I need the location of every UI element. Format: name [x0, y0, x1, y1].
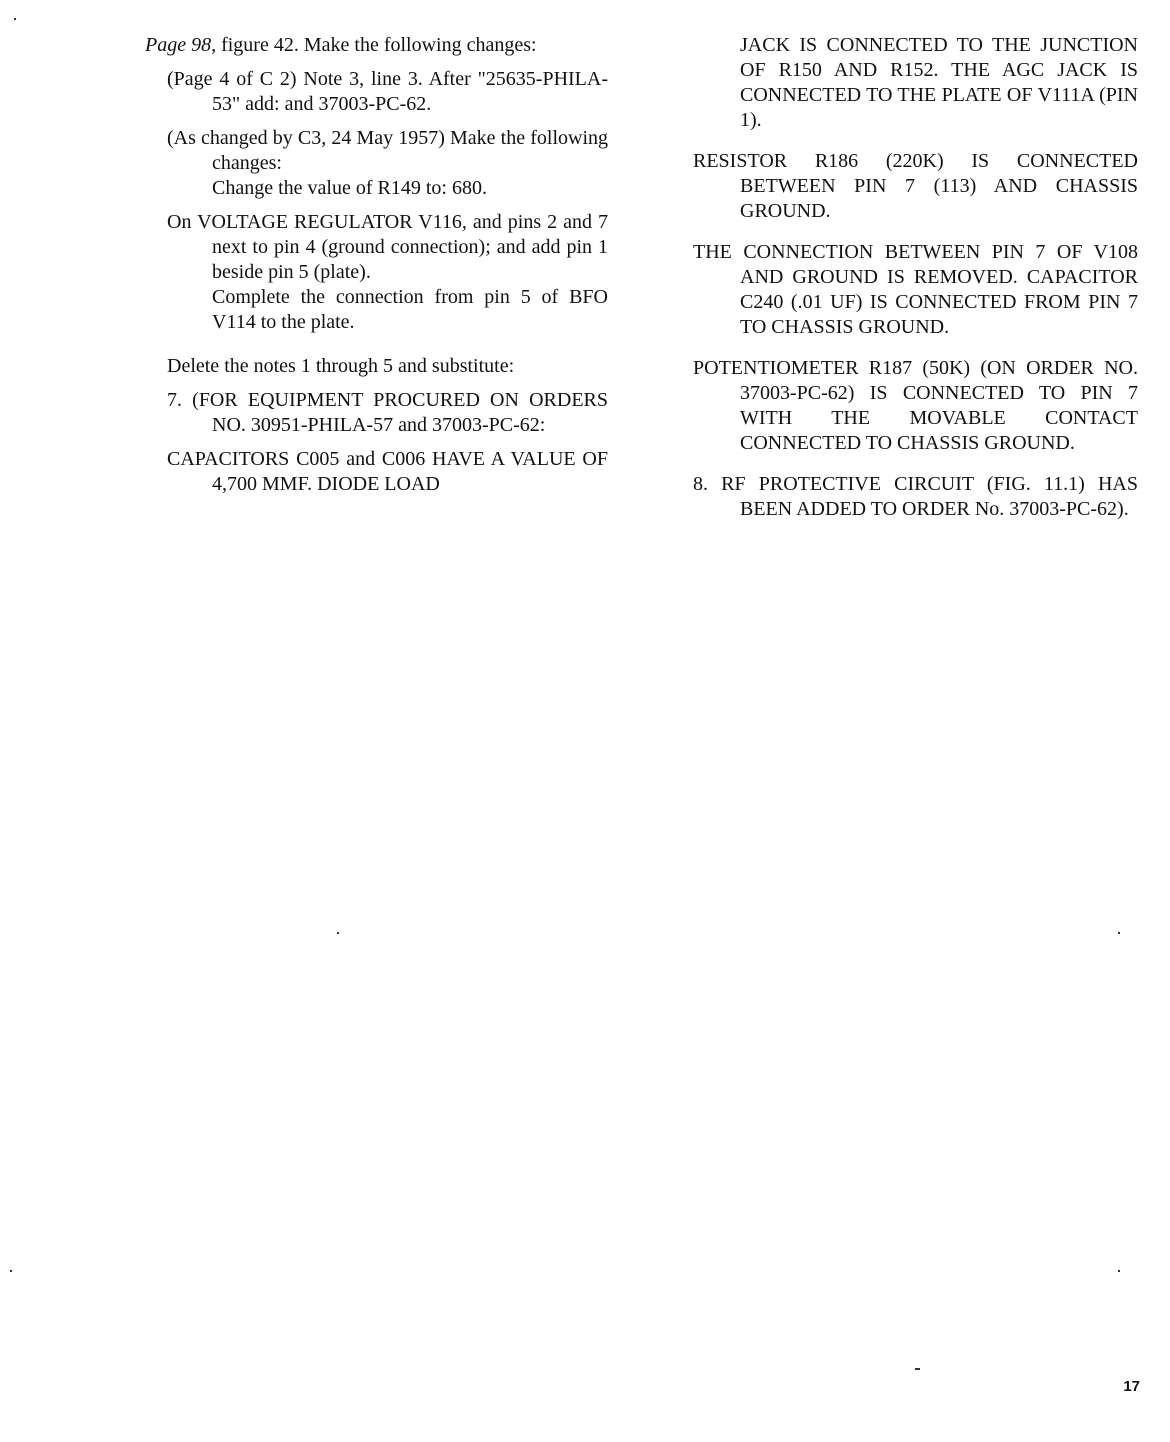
scan-speck [1118, 932, 1120, 934]
delete-notes: Delete the notes 1 through 5 and substitute: [167, 355, 515, 377]
resistor-note: RESISTOR R186 (220K) IS CONNECTED BETWEEN PIN 7 (113) AND CHASSIS GROUND. [693, 150, 1138, 222]
potentiometer-note: POTENTIOMETER R187 (50K) (ON ORDER NO. 37003-PC-62) IS CONNECTED TO PIN 7 WITH THE MOVABLE CONTACT CONNECTED TO CHASSIS GROUND. [693, 357, 1138, 454]
item-8: 8. RF PROTECTIVE CIRCUIT (FIG. 11.1) HAS BEEN ADDED TO ORDER No. 37003-PC-62). [693, 473, 1138, 520]
spacer [145, 344, 608, 354]
note-c3: (As changed by C3, 24 May 1957) Make the following changes: [167, 127, 608, 174]
voltage-regulator-note: On VOLTAGE REGULATOR V116, and pins 2 and 7 next to pin 4 (ground connection); and add pin 1 beside pin 5 (plate). [167, 211, 608, 283]
page-reference: Page 98 [145, 34, 212, 56]
connection-note: THE CONNECTION BETWEEN PIN 7 OF V108 AND GROUND IS REMOVED. CAPACITOR C240 (.01 UF) IS CONNECTED FROM PIN 7 TO CHASSIS GROUND. [693, 241, 1138, 338]
voltage-regulator-continuation: Complete the connection from pin 5 of BFO V114 to the plate. [212, 286, 608, 333]
item-7: 7. (FOR EQUIPMENT PROCURED ON ORDERS NO. 30951-PHILA-57 and 37003-PC-62: [167, 389, 608, 436]
note-c3-change: Change the value of R149 to: 680. [212, 177, 487, 199]
capacitors-note: CAPACITORS C005 and C006 HAVE A VALUE OF 4,700 MMF. DIODE LOAD [167, 448, 608, 495]
scan-speck [1118, 1270, 1120, 1272]
intro-text: , figure 42. Make the following changes: [211, 34, 537, 56]
right-column [693, 33, 1138, 531]
note-page4: (Page 4 of C 2) Note 3, line 3. After "25635-PHILA-53" add: and 37003-PC-62. [167, 68, 608, 115]
intro-paragraph [145, 33, 608, 58]
left-column [145, 33, 608, 506]
page-number: 17 [1123, 1378, 1140, 1395]
scan-speck [10, 1270, 12, 1272]
scan-speck [337, 932, 339, 934]
scan-speck [915, 1368, 920, 1370]
scan-speck [14, 18, 16, 20]
jack-note: JACK IS CONNECTED TO THE JUNCTION OF R150 AND R152. THE AGC JACK IS CONNECTED TO THE PLATE OF V111A (PIN 1). [740, 34, 1138, 131]
